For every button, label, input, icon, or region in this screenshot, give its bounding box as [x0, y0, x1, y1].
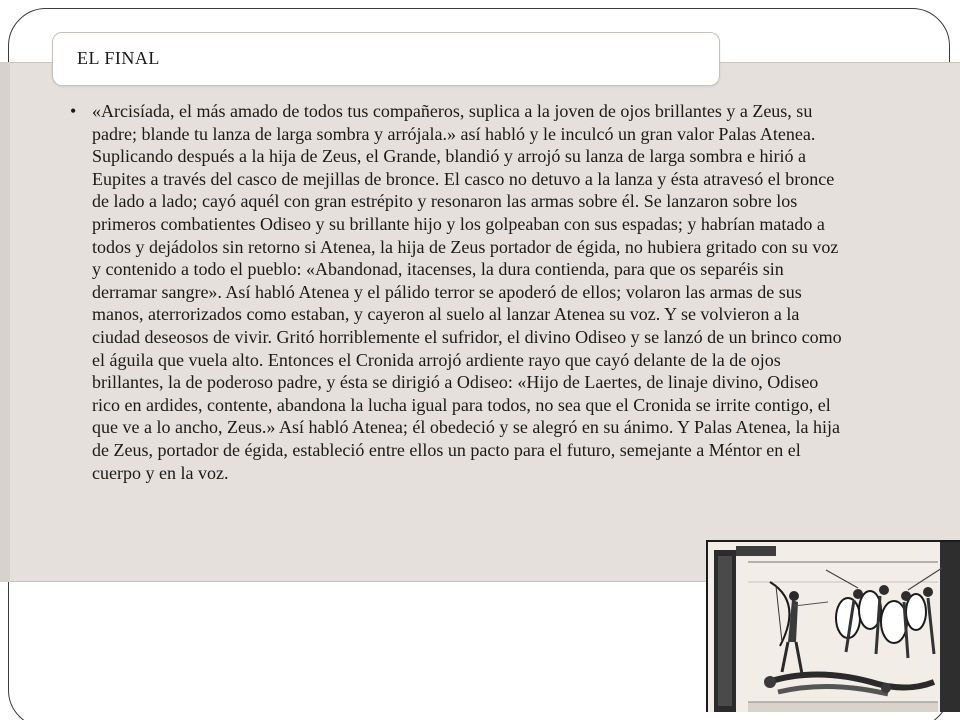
title-box [52, 32, 720, 86]
battle-engraving-image [706, 540, 960, 712]
band-edge [0, 62, 10, 582]
bullet-item [70, 100, 850, 484]
bullet-marker: • [70, 101, 77, 121]
engraving-icon [708, 542, 960, 712]
slide-title: EL FINAL [77, 48, 160, 68]
body-text: «Arcisíada, el más amado de todos tus compañeros, suplica a la joven de ojos brillantes y a Zeus, su padre; blande tu lanza de larga sombra y arrójala.» así habló y le inculcó un gran valor Palas Atenea. Suplicando después a la hija de Zeus, el Grande, blandió y arrojó su lanza de larga sombra e hirió a Eupites a través del casco de mejillas de bronce. El casco no detuvo a la lanza y ésta atravesó el bronce de lado a lado; cayó aquél con gran estrépito y resonaron las armas sobre él. Se lanzaron sobre los primeros combatientes Odiseo y su brillante hijo y los golpeaban con sus espadas; y habrían matado a todos y dejádolos sin retorno si Atenea, la hija de Zeus portador de égida, no hubiera gritado con su voz y contenido a todo el pueblo: «Abandonad, itacenses, la dura contienda, para que os separéis sin derramar sangre». Así habló Atenea y el pálido terror se apoderó de ellos; volaron las armas de sus manos, aterrorizados como estaban, y cayeron al suelo al lanzar Atenea su voz. Y se volvieron a la ciudad deseosos de vivir. Gritó horriblemente el sufridor, el divino Odiseo y se lanzó de un brinco como el águila que vuela alto. Entonces el Cronida arrojó ardiente rayo que cayó delante de la de ojos brillantes, la de poderoso padre, y ésta se dirigió a Odiseo: «Hijo de Laertes, de linaje divino, Odiseo rico en ardides, contente, abandona la lucha igual para todos, no sea que el Cronida se irrite contigo, el que ve a lo ancho, Zeus.» Así habló Atenea; él obedeció y se alegró en su ánimo. Y Palas Atenea, la hija de Zeus, portador de égida, estableció entre ellos un pacto para el futuro, semejante a Méntor en el cuerpo y en la voz. [92, 101, 842, 483]
